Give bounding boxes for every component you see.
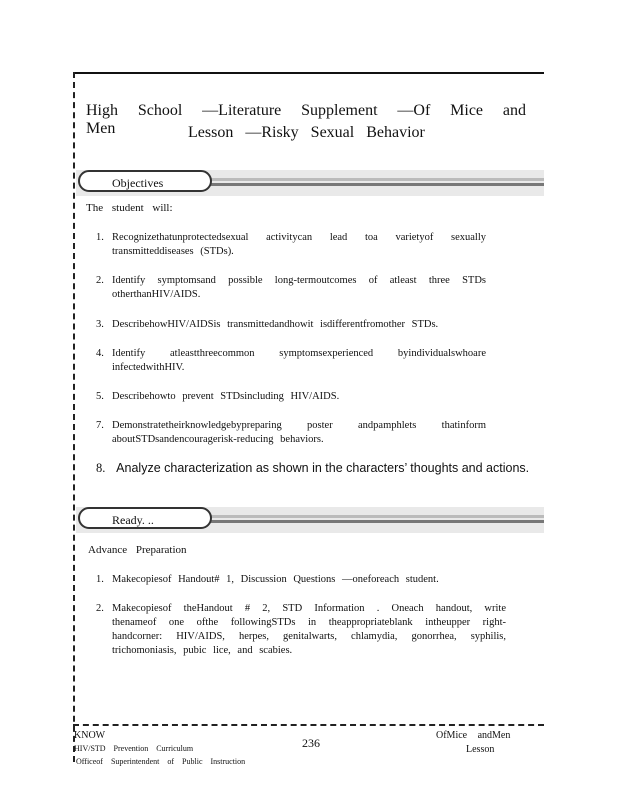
- objective-item-8: [96, 461, 529, 476]
- footer-book-title: OfMice andMen: [436, 730, 511, 741]
- objective-number: 1.: [96, 232, 104, 243]
- objective-text: Identify symptomsand possible long-termoutcomes of atleast three STDs otherthanHIV/AIDS.: [112, 275, 486, 300]
- objective-text: Analyze characterization as shown in the characters’ thoughts and actions.: [116, 461, 530, 475]
- advance-preparation-heading: Advance Preparation: [88, 544, 187, 556]
- footer-title: KNOW: [74, 730, 106, 741]
- objectives-heading: Objectives: [78, 170, 212, 192]
- preparation-item: [96, 602, 506, 658]
- footer-curriculum: HIV/STD Prevention Curriculum: [74, 744, 194, 753]
- objectives-intro: The student will:: [86, 202, 173, 214]
- objective-number: 7.: [96, 420, 104, 431]
- section-bar-rule: [206, 515, 544, 518]
- page-frame-top-rule: [73, 72, 544, 74]
- preparation-text: Makecopiesof theHandout # 2, STD Information . Oneach handout, write thenameof one ofthe followingSTDs in theappropriateblank intheupper right-handcorner: HIV/AIDS, herpes, genitalwarts, chlamydia, gonorrhea, syphilis, trichomoniasis, pubic lice, and scabies.: [112, 603, 506, 656]
- objective-number: 2.: [96, 275, 104, 286]
- objective-number: 3.: [96, 319, 104, 330]
- objective-text: Demonstratetheirknowledgebypreparing poster andpamphlets thatinform aboutSTDsandencouragerisk-reducing behaviors.: [112, 420, 486, 445]
- objective-text: Describehowto prevent STDsincluding HIV/AIDS.: [112, 391, 340, 402]
- objectives-section-bar: [76, 170, 544, 196]
- ready-heading: Ready. ..: [78, 507, 212, 529]
- objective-item: [96, 419, 486, 447]
- objective-item: [96, 274, 486, 302]
- objective-text: Recognizethatunprotectedsexual activitycan lead toa varietyof sexually transmitteddiseases (STDs).: [112, 232, 486, 257]
- objective-number: 8.: [96, 461, 106, 475]
- objective-number: 5.: [96, 391, 104, 402]
- objective-item: [96, 390, 486, 404]
- preparation-number: 2.: [96, 603, 104, 614]
- objective-item: [96, 231, 486, 259]
- objective-text: DescribehowHIV/AIDSis transmittedandhowit isdifferentfromother STDs.: [112, 319, 439, 330]
- page-frame-left-rule: [73, 72, 75, 762]
- page-subtitle: Lesson —Risky Sexual Behavior: [188, 124, 425, 141]
- ready-section-bar: [76, 507, 544, 533]
- objective-item: [96, 347, 486, 375]
- page-number: 236: [302, 736, 320, 750]
- page-frame-bottom-rule: [73, 724, 544, 726]
- footer-lesson: Lesson: [466, 744, 495, 755]
- objective-text: Identify atleastthreecommon symptomsexperienced byindividualswhoare infectedwithHIV.: [112, 348, 486, 373]
- objective-item: [96, 318, 486, 332]
- preparation-text: Makecopiesof Handout# 1, Discussion Questions —oneforeach student.: [112, 574, 439, 585]
- section-bar-rule: [206, 520, 544, 523]
- objective-number: 4.: [96, 348, 104, 359]
- page-title: High School —Literature Supplement —Of Mice and Men: [86, 102, 526, 137]
- footer-office: Officeof Superintendent of Public Instruction: [76, 757, 246, 766]
- preparation-number: 1.: [96, 574, 104, 585]
- preparation-item: [96, 573, 486, 587]
- section-bar-rule: [206, 183, 544, 186]
- section-bar-rule: [206, 178, 544, 181]
